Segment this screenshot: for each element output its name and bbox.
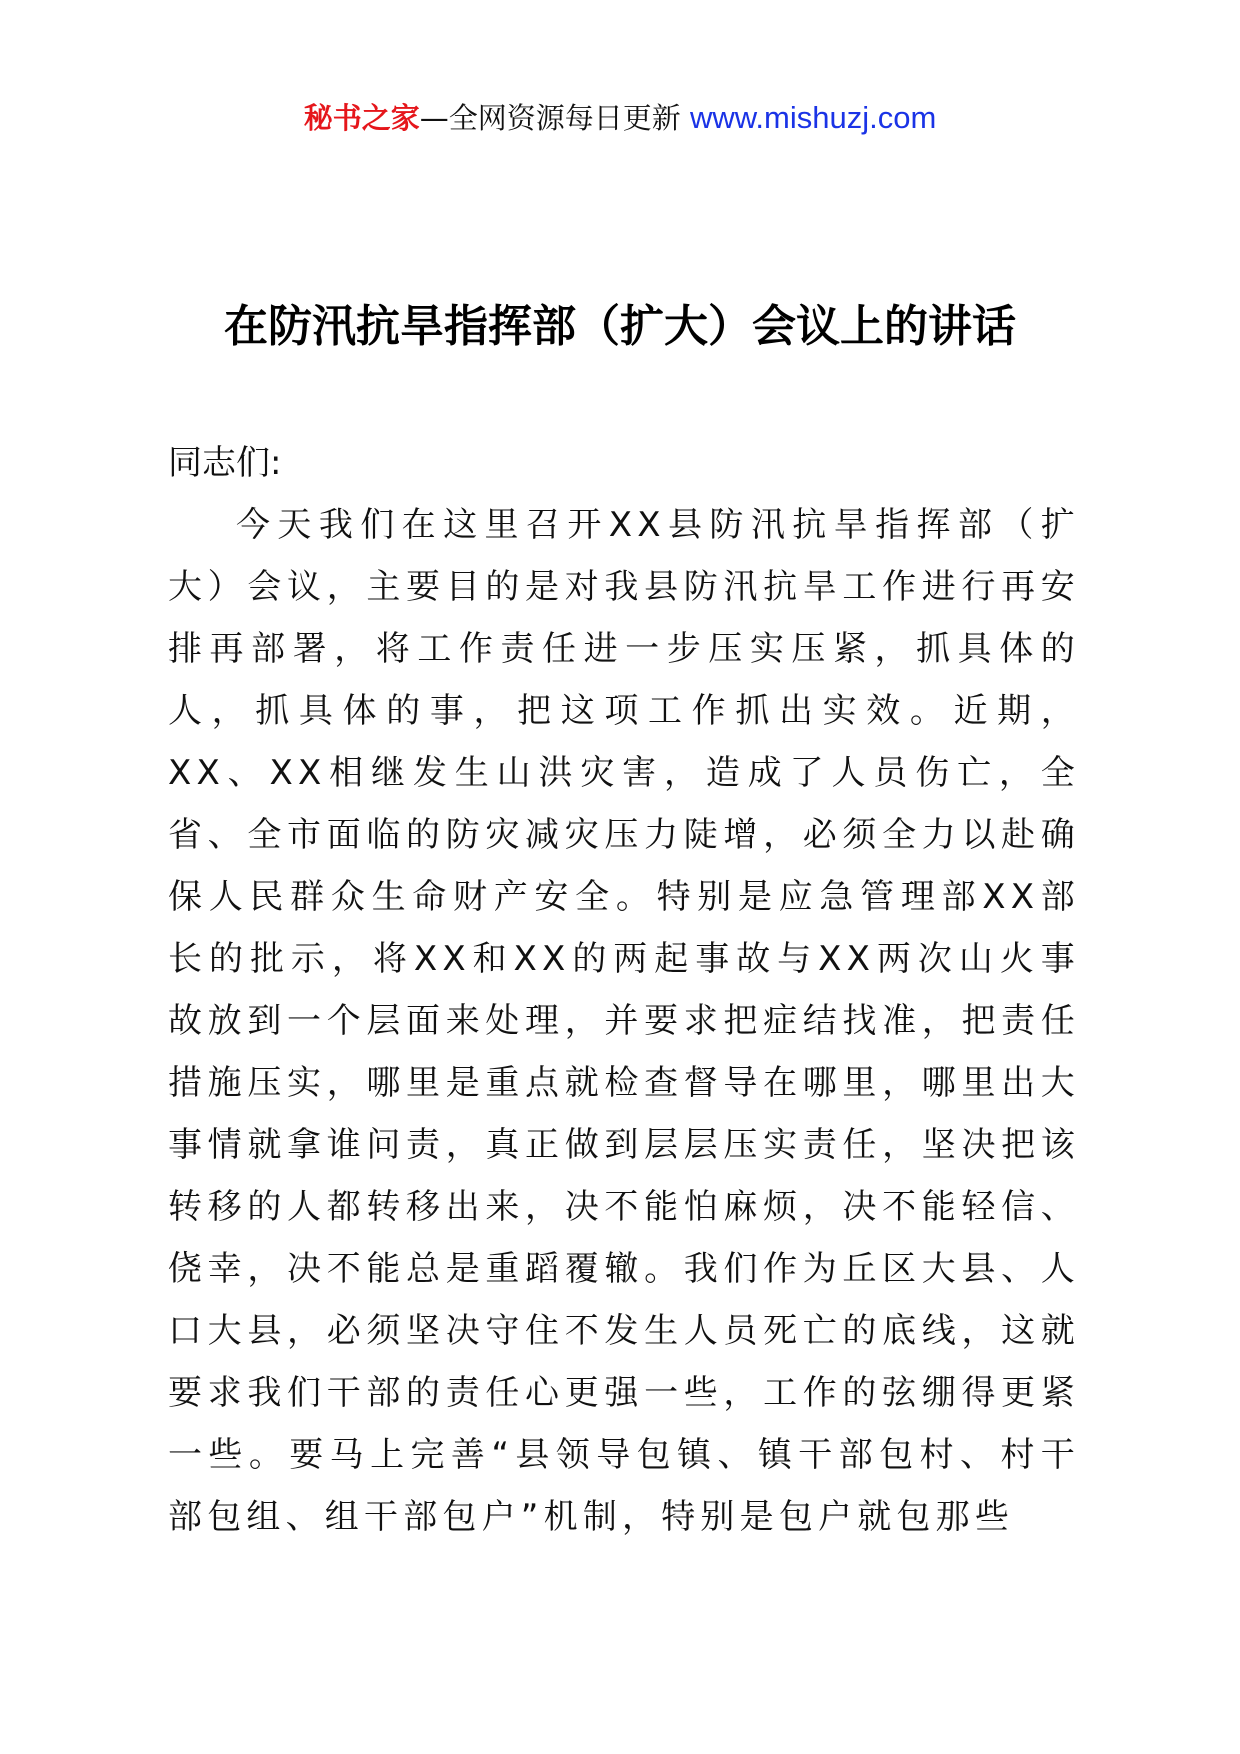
body-paragraph: 今天我们在这里召开XX县防汛抗旱指挥部（扩大）会议，主要目的是对我县防汛抗旱工作进行再安排再部署，将工作责任进一步压实压紧，抓具体的人，抓具体的事，把这项工作抓出实效。近期，XX、XX相继发生山洪灾害，造成了人员伤亡，全省、全市面临的防灾减灾压力陡增，必须全力以赴确保人民群众生命财产安全。特别是应急管理部XX部长的批示，将XX和XX的两起事故与XX两次山火事故放到一个层面来处理，并要求把症结找准，把责任措施压实，哪里是重点就检查督导在哪里，哪里出大事情就拿谁问责，真正做到层层压实责任，坚决把该转移的人都转移出来，决不能怕麻烦，决不能轻信、侥幸，决不能总是重蹈覆辙。我们作为丘区大县、人口大县，必须坚决守住不发生人员死亡的底线，这就要求我们干部的责任心更强一些，工作的弦绷得更紧一些。要马上完善“县领导包镇、镇干部包村、村干部包组、组干部包户”机制，特别是包户就包那些	[168, 505, 1080, 1537]
document-body	[168, 432, 1080, 1548]
header-slogan: —全网资源每日更新	[419, 101, 681, 135]
page-header	[0, 98, 1240, 138]
salutation: 同志们:	[168, 443, 282, 483]
header-brand: 秘书之家	[303, 101, 420, 135]
document-title: 在防汛抗旱指挥部（扩大）会议上的讲话	[224, 301, 1016, 352]
header-url-link[interactable]: www.mishuzj.com	[689, 100, 937, 135]
